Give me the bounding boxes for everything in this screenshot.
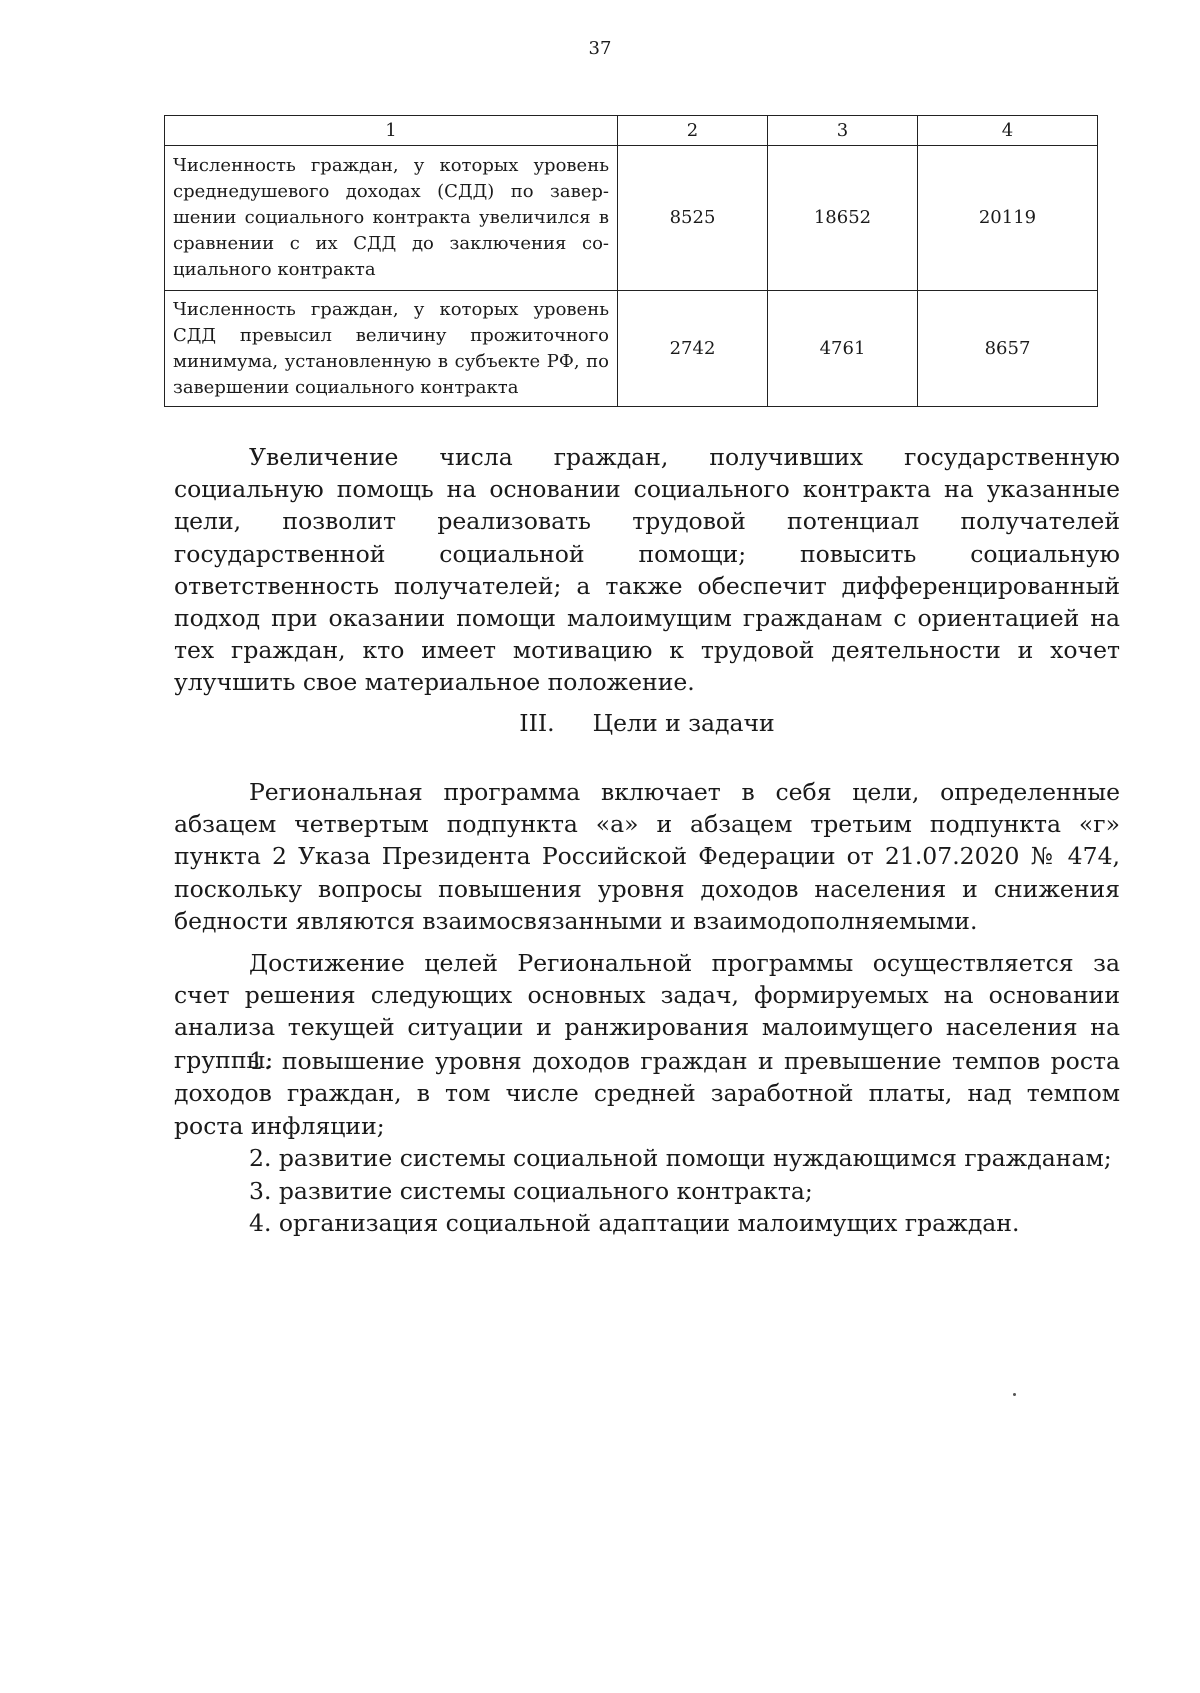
row-value: 2742 (618, 291, 768, 407)
list-item: 4. организация социальной адаптации малоимущих граждан. (249, 1209, 1020, 1238)
table-row (165, 291, 1098, 407)
row-value: 8525 (618, 146, 768, 291)
row-label: Численность граждан, у которых уровень СДД превысил величину прожиточного минимума, установленную в субъекте РФ, по завершении социального контракта (165, 291, 618, 407)
row-label: Численность граждан, у которых уровень среднедушевого доходах (СДД) по завершении социального контракта увеличился в сравнении с их СДД до заключения социального контракта (165, 146, 618, 291)
section-heading (174, 707, 1120, 739)
list-item: 2. развитие системы социальной помощи нуждающимся гражданам; (249, 1144, 1112, 1173)
tasks-list (174, 1045, 1120, 1239)
list-item: 3. развитие системы социального контракта; (249, 1176, 813, 1205)
table-header-row (165, 116, 1098, 146)
page-number: 37 (588, 38, 612, 59)
section-number: III. (519, 709, 555, 737)
statistics-table (164, 115, 1098, 407)
row-value: 18652 (768, 146, 918, 291)
table-header-cell: 4 (918, 116, 1098, 146)
row-value: 20119 (918, 146, 1098, 291)
paragraph-goals: Региональная программа включает в себя цели, определенные абзацем четвертым подпункта «а» и абзацем третьим подпункта «г» пункта 2 Указа Президента Российской Федерации от 21.07.2020 № 474, поскольку вопросы повышения уровня доходов населения и снижения бедности являются взаимосвязанными и взаимодополняемыми. (174, 778, 1120, 935)
section-title: Цели и задачи (592, 709, 775, 737)
table-header-cell: 3 (768, 116, 918, 146)
scan-speck (1013, 1393, 1016, 1396)
row-value: 8657 (918, 291, 1098, 407)
row-value: 4761 (768, 291, 918, 407)
table-header-cell: 2 (618, 116, 768, 146)
paragraph-outcome: Увеличение числа граждан, получивших государственную социальную помощь на основании социального контракта на указанные цели, позволит реализовать трудовой потенциал получателей государственной социальной помощи; повысить социальную ответственность получателей; а также обеспечит дифференцированный подход при оказании помощи малоимущим гражданам с ориентацией на тех граждан, кто имеет мотивацию к трудовой деятельности и хочет улучшить свое материальное положение. (174, 443, 1120, 697)
paragraph-tasks-intro: Достижение целей Региональной программы осуществляется за счет решения следующих основных задач, формируемых на основании анализа текущей ситуации и ранжирования малоимущего населения на группы: (174, 949, 1120, 1074)
table-row (165, 146, 1098, 291)
table-header-cell: 1 (165, 116, 618, 146)
list-item: 1. повышение уровня доходов граждан и превышение темпов роста доходов граждан, в том числе средней заработной платы, над темпом роста инфляции; (174, 1047, 1120, 1140)
